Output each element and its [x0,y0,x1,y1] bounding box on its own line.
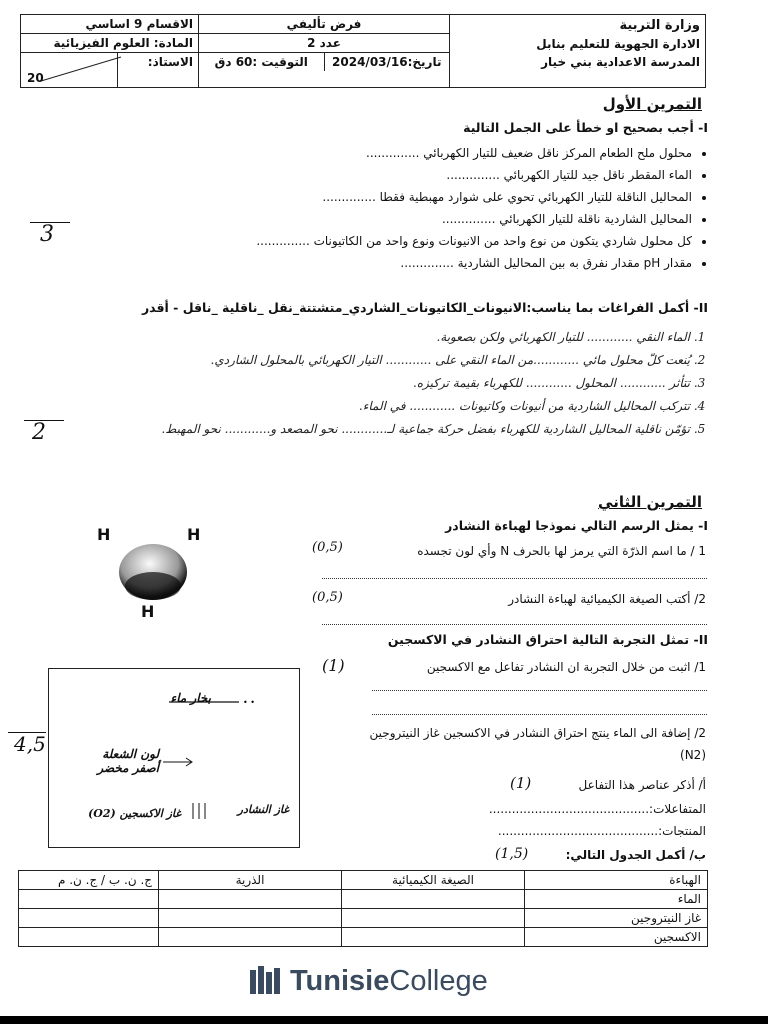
arrow-icon [169,697,259,707]
exam-info-cell [199,15,450,88]
school-info-cell [450,15,706,88]
ex2-q2-text: تمثل التجربة التالية احتراق النشادر في الاكسجين [387,632,690,647]
ex1-q1-text: أجب بصحيح او خطأ على الجمل التالية [463,120,694,135]
exam-duration: التوقيت :60 دق [214,55,308,69]
ex1-q2-item: 1. الماء النقي ............ للتيار الكهربائي ولكن بصعوبة. [50,326,690,349]
table-header: الذرية [159,871,342,890]
steam-label: بخار ماء [170,691,211,705]
ex2-q1-prompt [308,518,708,533]
table-header-row [19,871,708,890]
tunisiecollege-logo [248,960,518,1002]
flame-label: لون الشعلة أصفر مخضر [97,747,159,775]
exam-type: فرض تأليفي [199,15,449,34]
combustion-experiment-figure [48,668,300,848]
exam-header [20,14,706,88]
table-cell [342,909,525,928]
h-atom-label: H [97,525,111,544]
ammonia-label: غاز النشادر [237,803,289,816]
ex1-q1-score: 3 [40,222,54,247]
ex2-q2-sub2b-score: (1,5) [495,846,529,862]
ex1-q1-item: • كل محلول شاردي يتكون من نوع واحد من الانيونات ونوع واحد من الكاتيونات .............. [52,230,692,252]
ex1-q1-number: I- [698,120,708,135]
ex2-q2-sub1: 1/ اثبت من خلال التجربة ان النشادر تفاعل مع الاكسجين [426,660,706,674]
ex2-q2-sub2a-score: (1) [510,774,532,792]
ex1-q1-item: • مقدار pH مقدار نفرق به بين المحاليل الشاردية .............. [52,252,692,274]
ex2-q1-sub1: 1 / ما اسم الذرّة التي يرمز لها بالحرف N وأي لون تجسده [417,544,706,558]
molecules-table [18,870,708,947]
table-cell [342,928,525,947]
ex1-q1-list [52,142,706,274]
table-header: الهباءة [525,871,708,890]
subject: المادة: العلوم الفيزيائية [21,34,198,53]
bottom-strip [0,1016,768,1024]
ex1-q2-list [50,326,708,441]
logo-bold: Tunisie [290,964,390,997]
ex2-q1-sub2: 2/ أكتب الصيغة الكيميائية لهباءة النشادر [508,592,706,606]
answer-line [322,624,707,625]
table-row [19,928,708,947]
svg-text:• •: • • [243,698,255,707]
answer-line [322,578,707,579]
oxygen-label: غاز الاكسجين (O2) [88,807,181,820]
ex1-q2-prompt [48,300,708,315]
table-cell [19,928,159,947]
ex2-q1-sub2-score: (0,5) [312,590,343,605]
reactants-line: المتفاعلات:.......................................... [488,802,706,816]
ex1-q1-item: • المحاليل الناقلة للتيار الكهربائي تحوي على شوارد مهبطية فقطا .............. [52,186,692,208]
table-cell [342,890,525,909]
tube-icon [189,801,209,821]
ex1-q1-item: • المحاليل الشاردية ناقلة للتيار الكهربائي .............. [52,208,692,230]
score-total: 20 [27,71,44,85]
table-cell: غاز النيتروجين [525,909,708,928]
table-cell [159,890,342,909]
teacher-label: الاستاذ: [117,53,198,87]
table-cell [159,909,342,928]
ex2-q2-prompt [288,632,708,647]
ex2-q2-sub2a: أ/ أذكر عناصر هذا التفاعل [578,778,706,792]
ex1-q2-item: 5. تؤمّن ناقلية المحاليل الشاردية للكهرباء بفضل حركة جماعية لـ............ نحو المصعد و............ نحو المهبط. [50,418,690,441]
ex2-q2-number: II- [693,632,708,647]
answer-line [372,690,707,691]
answer-line [372,714,707,715]
exam-date: تاريخ:2024/03/16 [324,53,450,71]
products-line: المنتجات:.......................................... [497,824,706,838]
table-cell [19,890,159,909]
ex1-q2-score: 2 [32,420,46,445]
ex2-q2-sub2b: ب/ أكمل الجدول التالي: [565,848,706,862]
ex2-q2-score: 4,5 [14,732,46,756]
ex1-q2-item: 3. تتأثر ............ المحلول ............ للكهرباء بقيمة تركيزه. [50,372,690,395]
ex1-q1-item: • محلول ملح الطعام المركز ناقل ضعيف للتيار الكهربائي .............. [52,142,692,164]
ex1-q2-item: 2. يُنعت كلّ محلول مائي ............من الماء النقي على ............ التيار الكهربائي بالمحلول الشاردي. [50,349,690,372]
regional-direction: الادارة الجهوية للتعليم بنابل [536,37,700,51]
table-row [19,909,708,928]
ex2-q2-sub1-score: (1) [322,656,345,675]
table-cell: الماء [525,890,708,909]
table-cell [159,928,342,947]
arrow-icon [161,757,201,767]
ex1-q2-text: أكمل الفراغات بما يناسب:الانيونات_الكاتيونات_الشاردي_متشتتة_نقل _ناقلية _ناقل - أقدر [141,300,690,315]
ministry: وزارة التربية [619,18,700,33]
exercise-2-title: التمرين الثاني [598,493,702,511]
ex2-q1-text: يمثل الرسم التالي نموذجا لهباءة النشادر [445,518,694,533]
logo-light: College [389,964,488,997]
ex1-q1-item: • الماء المقطر ناقل جيد للتيار الكهربائي .............. [52,164,692,186]
ex2-q1-sub1-score: (0,5) [312,540,343,555]
h-atom-label: H [141,602,155,621]
classes: الاقسام 9 اساسي [21,15,198,34]
logo-text [290,965,488,998]
table-row [19,890,708,909]
exercise-1-title: التمرين الأول [602,95,702,113]
exam-number: عدد 2 [199,34,449,53]
class-info-cell [21,15,199,88]
h-atom-label: H [187,525,201,544]
ex1-q1-prompt [88,120,708,135]
table-cell [19,909,159,928]
ammonia-molecule-figure [95,520,215,630]
ex2-q2-sub2: 2/ إضافة الى الماء ينتج احتراق النشادر في الاكسجين غاز النيتروجين (N2) [369,726,706,762]
table-cell: الاكسجين [525,928,708,947]
ex1-q2-item: 4. تتركب المحاليل الشاردية من أنيونات وكاتيونات ............ في الماء. [50,395,690,418]
school-name: المدرسة الاعدادية بني خيار [541,55,700,69]
ex2-q1-number: I- [698,518,708,533]
book-icon [248,964,284,998]
table-header: الصيغة الكيميائية [342,871,525,890]
score-box [21,53,117,87]
table-header: ج. ن. ب / ج. ن. م [19,871,159,890]
ex1-q2-number: II- [693,300,708,315]
